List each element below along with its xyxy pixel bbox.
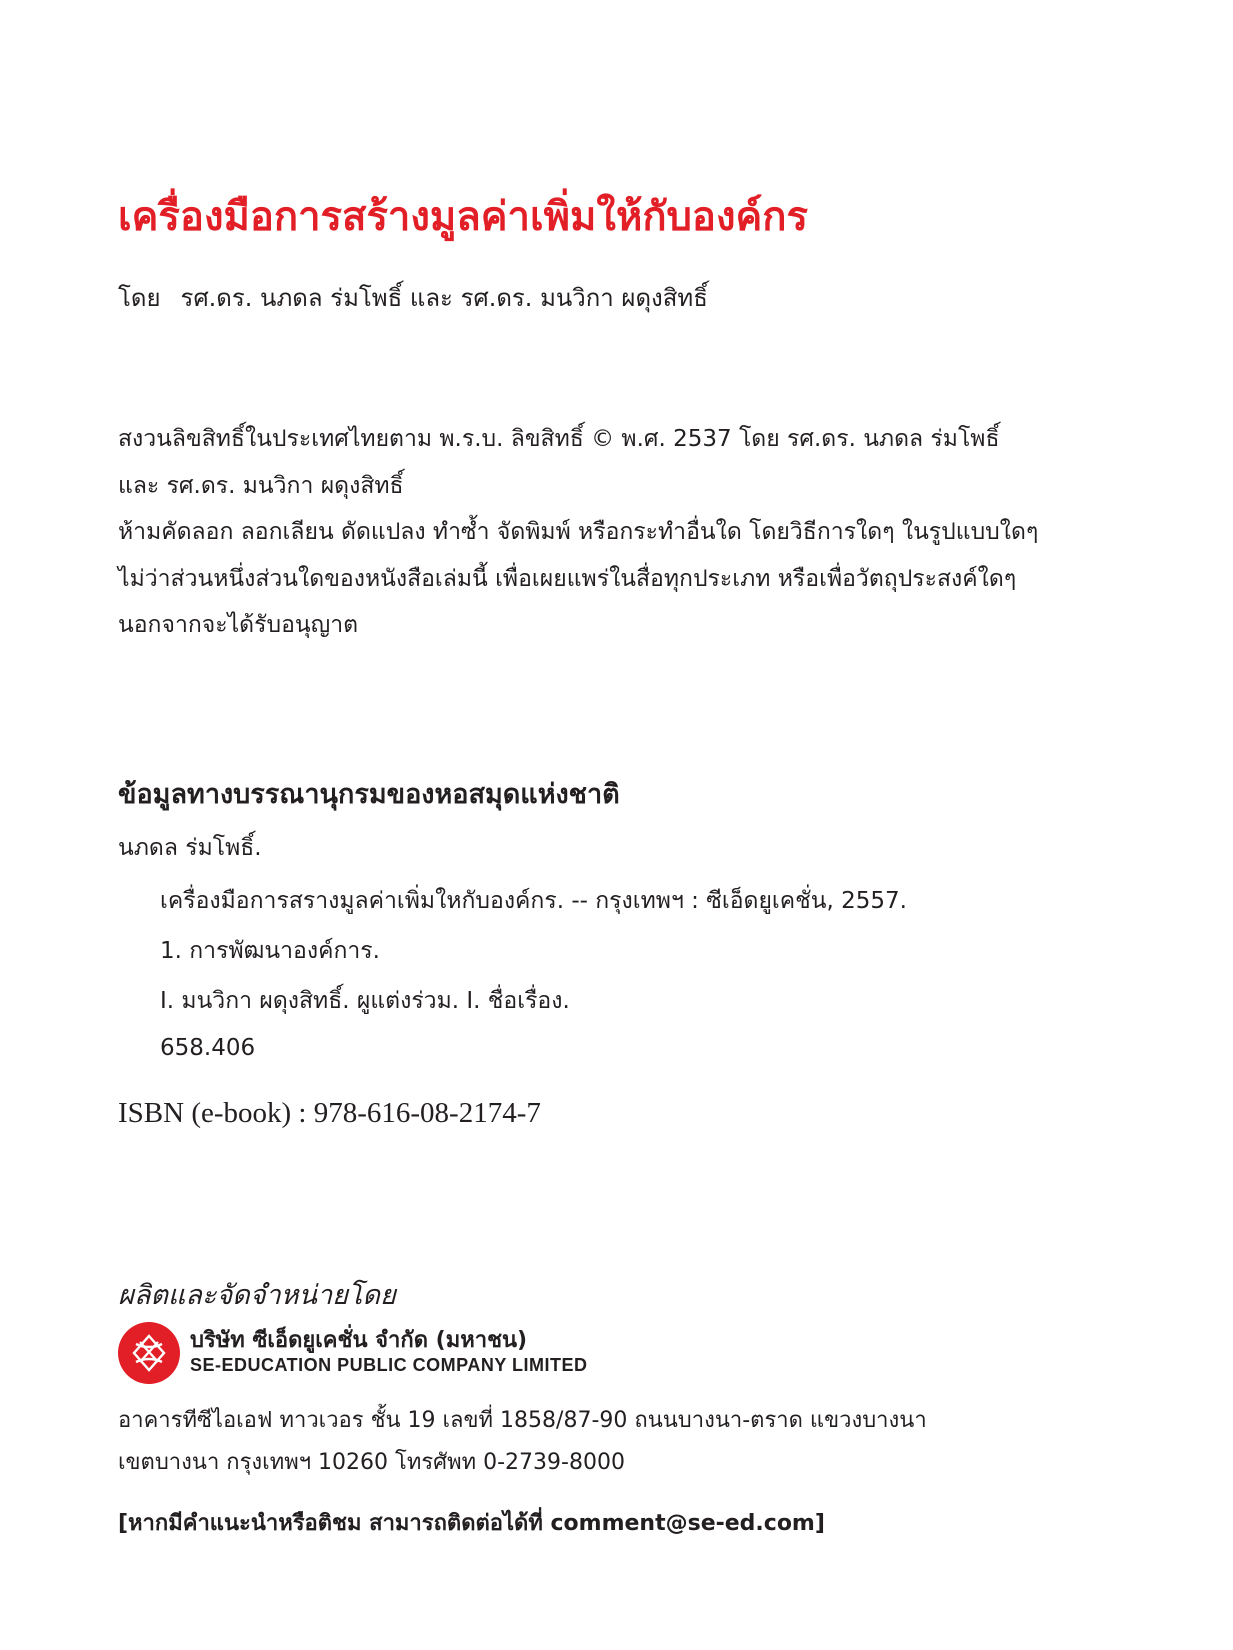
cip-title-line: เครื่องมือการสรางมูลค่าเพิ่มใหกับองค์กร. -- กรุงเทพฯ : ซีเอ็ดยูเคชั่น, 2557. (160, 888, 907, 914)
copyright-notice (118, 416, 1128, 649)
copyright-line: นอกจากจะได้รับอนุญาต (118, 612, 359, 638)
byline (118, 278, 708, 317)
publisher-name-english: SE-EDUCATION PUBLIC COMPANY LIMITED (190, 1355, 588, 1375)
cip-heading: ข้อมูลทางบรรณานุกรมของหอสมุดแห่งชาติ (118, 779, 620, 810)
se-ed-logo-icon (118, 1322, 180, 1384)
address-line: อาคารทีซีไอเอฟ ทาวเวอร ชั้น 19 เลขที่ 1858/87-90 ถนนบางนา-ตราด แขวงบางนา (118, 1408, 927, 1433)
cip-author: นภดล ร่มโพธิ์. (118, 835, 262, 861)
address-line: เขตบางนา กรุงเทพฯ 10260 โทรศัพท 0-2739-8000 (118, 1450, 625, 1475)
contact-note: [หากมีคำแนะนำหรือติชม สามารถติดต่อได้ที่ comment@se-ed.com] (118, 1511, 825, 1536)
cip-subject: 1. การพัฒนาองค์การ. (160, 938, 380, 964)
book-title: เครื่องมือการสร้างมูลค่าเพิ่มให้กับองค์กร (118, 194, 808, 240)
publisher-address (118, 1400, 927, 1484)
produced-by-label: ผลิตและจัดจำหน่ายโดย (118, 1280, 396, 1311)
copyright-line: ไม่ว่าส่วนหนึ่งส่วนใดของหนังสือเล่มนี้ เพื่อเผยแพร่ในสื่อทุกประเภท หรือเพื่อวัตถุประสงค์ใดๆ (118, 565, 1017, 592)
publisher-name-thai: บริษัท ซีเอ็ดยูเคชั่น จำกัด (มหาชน) (190, 1328, 528, 1353)
byline-prefix: โดย (118, 284, 161, 312)
copyright-line: สงวนลิขสิทธิ์ในประเทศไทยตาม พ.ร.บ. ลิขสิทธิ์ © พ.ศ. 2537 โดย รศ.ดร. นภดล ร่มโพธิ์ (118, 426, 1000, 452)
copyright-line: ห้ามคัดลอก ลอกเลียน ดัดแปลง ทำซ้ำ จัดพิมพ์ หรือกระทำอื่นใด โดยวิธีการใดๆ ในรูปแบบใดๆ (118, 519, 1039, 545)
cip-classification: 658.406 (160, 1035, 256, 1061)
isbn: ISBN (e-book) : 978-616-08-2174-7 (118, 1097, 541, 1129)
cip-added-entries: I. มนวิกา ผดุงสิทธิ์. ผูแต่งร่วม. I. ชื่อเรื่อง. (160, 988, 570, 1014)
copyright-line: และ รศ.ดร. มนวิกา ผดุงสิทธิ์ (118, 472, 404, 499)
byline-authors: รศ.ดร. นภดล ร่มโพธิ์ และ รศ.ดร. มนวิกา ผดุงสิทธิ์ (180, 284, 708, 312)
